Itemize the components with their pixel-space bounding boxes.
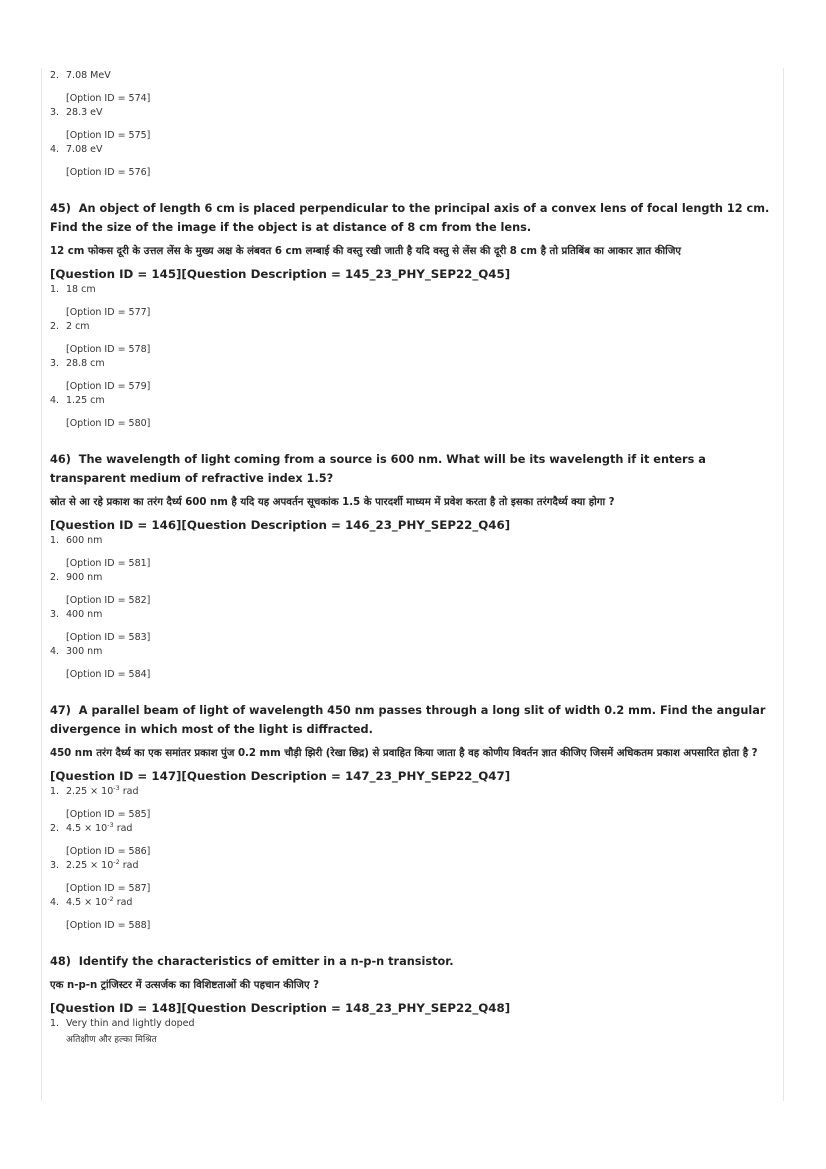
question-id: [Question ID = 146][Question Description = 146_23_PHY_SEP22_Q46] — [50, 518, 511, 532]
option-id: [Option ID = 577] — [66, 307, 151, 318]
option: 1. 18 cm — [50, 284, 96, 295]
question-45 — [50, 199, 770, 430]
question-text: 46) The wavelength of light coming from a source is 600 nm. What will be its wavelength if it enters a transparent medium of refractive index 1.5? — [50, 453, 706, 485]
question-48 — [50, 952, 770, 1046]
option-id: [Option ID = 584] — [66, 669, 151, 680]
option-id: [Option ID = 585] — [66, 809, 151, 820]
option-id: [Option ID = 581] — [66, 558, 151, 569]
option-id: [Option ID = 575] — [66, 130, 151, 141]
option-id: [Option ID = 580] — [66, 418, 151, 429]
option: 3. 28.3 eV — [50, 107, 103, 118]
option-id: [Option ID = 578] — [66, 344, 151, 355]
question-text-hindi: 450 nm तरंग दैर्ध्य का एक समांतर प्रकाश पुंज 0.2 mm चौड़ी झिरी (रेखा छिद्र) से प्रवाहित किया जाता है वह कोणीय विवर्तन ज्ञात कीजिए जिसमें अधिकतम प्रकाश अपसारित होता है ? — [50, 748, 758, 759]
question-id: [Question ID = 147][Question Description = 147_23_PHY_SEP22_Q47] — [50, 769, 511, 783]
question-id: [Question ID = 148][Question Description = 148_23_PHY_SEP22_Q48] — [50, 1001, 511, 1015]
question-text-hindi: स्रोत से आ रहे प्रकाश का तरंग दैर्ध्य 600 nm है यदि यह अपवर्तन सूचकांक 1.5 के पारदर्शी माध्यम में प्रवेश करता है तो इसका तरंगदैर्ध्य क्या होगा ? — [50, 497, 615, 508]
option: 1. $2.25 \times 10^{-3}$ rad — [50, 783, 139, 797]
question-text: 47) A parallel beam of light of wavelength 450 nm passes through a long slit of width 0.2 mm. Find the angular divergence in which most of the light is diffracted. — [50, 704, 766, 736]
option-hindi: अतिक्षीण और हल्का मिश्रित — [66, 1035, 157, 1045]
option: 4. 7.08 eV — [50, 144, 103, 155]
page-border-right — [783, 68, 784, 1101]
option-id: [Option ID = 574] — [66, 93, 151, 104]
question-46 — [50, 450, 770, 681]
option-id: [Option ID = 586] — [66, 846, 151, 857]
option-id: [Option ID = 582] — [66, 595, 151, 606]
option: 4. 1.25 cm — [50, 395, 105, 406]
option: 3. 28.8 cm — [50, 358, 105, 369]
question-paper-page — [50, 68, 770, 1046]
option: 3. $2.25 \times 10^{-2}$ rad — [50, 857, 139, 871]
question-47 — [50, 701, 770, 932]
option-id: [Option ID = 579] — [66, 381, 151, 392]
option: 2. 2 cm — [50, 321, 90, 332]
option: 1. Very thin and lightly doped — [50, 1018, 195, 1029]
option: 1. 600 nm — [50, 535, 103, 546]
question-text: 48) Identify the characteristics of emitter in a n-p-n transistor. — [50, 955, 454, 968]
option-id: [Option ID = 583] — [66, 632, 151, 643]
option-id: [Option ID = 587] — [66, 883, 151, 894]
question-text-hindi: एक n-p-n ट्रांजिस्टर में उत्सर्जक का विशिष्टताओं की पहचान कीजिए ? — [50, 980, 320, 991]
option: 4. 300 nm — [50, 646, 103, 657]
question-text: 45) An object of length 6 cm is placed perpendicular to the principal axis of a convex lens of focal length 12 cm. Find the size of the image if the object is at distance of 8 cm from the lens. — [50, 202, 770, 234]
option-id: [Option ID = 576] — [66, 167, 151, 178]
question-text-hindi: 12 cm फोकस दूरी के उत्तल लेंस के मुख्य अक्ष के लंबवत 6 cm लम्बाई की वस्तु रखी जाती है यदि वस्तु से लेंस की दूरी 8 cm है तो प्रतिबिंब का आकार ज्ञात कीजिए — [50, 246, 682, 257]
option: 2. 900 nm — [50, 572, 103, 583]
option: 2. $4.5 \times 10^{-3}$ rad — [50, 820, 133, 834]
page-border-left — [41, 68, 42, 1101]
option: 2. 7.08 MeV — [50, 70, 111, 81]
option: 3. 400 nm — [50, 609, 103, 620]
option-id: [Option ID = 588] — [66, 920, 151, 931]
option: 4. $4.5 \times 10^{-2}$ rad — [50, 894, 133, 908]
question-id: [Question ID = 145][Question Description = 145_23_PHY_SEP22_Q45] — [50, 267, 511, 281]
previous-question-options — [50, 70, 770, 179]
